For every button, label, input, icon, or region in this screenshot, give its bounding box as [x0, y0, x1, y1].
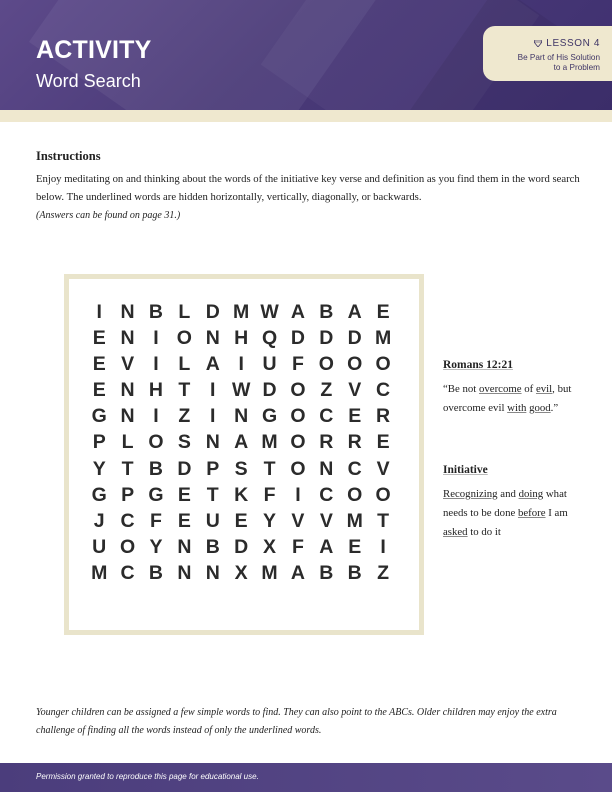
letter-cell[interactable]: Y	[92, 457, 106, 480]
letter-cell[interactable]: F	[150, 509, 162, 532]
hidden-word: good	[529, 402, 551, 414]
lesson-title	[490, 53, 600, 73]
letter-cell[interactable]: E	[177, 483, 191, 506]
letter-cell[interactable]: O	[120, 535, 136, 558]
letter-cell[interactable]: D	[177, 457, 192, 480]
lesson-tab	[483, 26, 612, 81]
activity-subtitle: Word Search	[36, 71, 141, 91]
page-footer	[0, 763, 612, 792]
lesson-number: LESSON 4	[546, 38, 600, 49]
letter-cell[interactable]: X	[263, 535, 277, 558]
letter-cell[interactable]: W	[231, 379, 251, 402]
letter-cell[interactable]: R	[347, 431, 362, 454]
verse-text: “Be not overcome of evil, but overcome evil with good.”	[443, 383, 572, 414]
letter-cell[interactable]: T	[377, 509, 390, 532]
letter-cell[interactable]: B	[148, 301, 164, 323]
letter-cell[interactable]: Z	[320, 379, 333, 402]
letter-cell[interactable]: N	[177, 535, 192, 558]
letter-cell[interactable]: R	[319, 431, 334, 454]
letter-cell[interactable]: S	[177, 431, 191, 454]
letter-cell[interactable]: O	[290, 431, 306, 454]
letter-cell[interactable]: V	[348, 379, 362, 402]
letter-cell[interactable]: M	[374, 327, 392, 350]
hidden-word: before	[517, 507, 546, 519]
letter-cell[interactable]: I	[153, 353, 159, 376]
letter-cell[interactable]: A	[347, 301, 362, 323]
letter-cell[interactable]: B	[148, 561, 164, 584]
letter-cell[interactable]: I	[153, 327, 159, 350]
letter-cell[interactable]: N	[234, 405, 249, 428]
letter-cell[interactable]: B	[148, 457, 164, 480]
letter-cell[interactable]: I	[210, 379, 216, 402]
letter-cell[interactable]: L	[121, 431, 134, 454]
letter-cell[interactable]: N	[205, 327, 220, 350]
letter-cell[interactable]: O	[347, 353, 363, 376]
letter-cell[interactable]: Z	[178, 405, 191, 428]
letter-cell[interactable]: Z	[377, 561, 390, 584]
letter-cell[interactable]: E	[376, 301, 390, 323]
letter-cell[interactable]: J	[93, 509, 105, 532]
letter-cell[interactable]: N	[319, 457, 334, 480]
letter-cell[interactable]: S	[234, 457, 248, 480]
letter-cell[interactable]: E	[348, 535, 362, 558]
page-header	[0, 0, 612, 110]
letter-cell[interactable]: T	[178, 379, 191, 402]
permission-note: Permission granted to reproduce this page for educational use.	[36, 772, 259, 781]
instructions-heading: Instructions	[36, 149, 101, 163]
letter-cell[interactable]: A	[205, 353, 220, 376]
letter-cell[interactable]: M	[91, 561, 108, 584]
letter-cell[interactable]: C	[319, 405, 334, 428]
verse-block	[443, 356, 583, 418]
letter-cell[interactable]: C	[376, 379, 391, 402]
letter-cell[interactable]: Q	[261, 327, 278, 350]
letter-cell[interactable]: E	[92, 353, 106, 376]
letter-cell[interactable]: O	[375, 483, 391, 506]
letter-cell[interactable]: F	[291, 353, 304, 376]
letter-cell[interactable]: P	[92, 431, 106, 454]
letter-cell[interactable]: C	[347, 457, 362, 480]
letter-cell[interactable]: H	[234, 327, 249, 350]
letter-cell[interactable]: C	[319, 483, 334, 506]
lesson-label-row	[534, 38, 600, 49]
letter-cell[interactable]: K	[234, 483, 249, 506]
letter-cell[interactable]: I	[210, 405, 216, 428]
letter-cell[interactable]: E	[234, 509, 248, 532]
letter-cell[interactable]: O	[375, 353, 391, 376]
lesson-title-line: Be Part of His Solution	[517, 53, 600, 62]
letter-cell[interactable]: G	[91, 483, 107, 506]
letter-cell[interactable]: I	[96, 301, 102, 323]
letter-cell[interactable]: A	[290, 561, 305, 584]
letter-cell[interactable]: T	[263, 457, 276, 480]
letter-cell[interactable]: O	[347, 483, 363, 506]
letter-cell[interactable]: G	[148, 483, 164, 506]
letter-cell[interactable]: O	[148, 431, 164, 454]
letter-cell[interactable]: A	[234, 431, 249, 454]
letter-cell[interactable]: D	[205, 301, 220, 323]
answers-note: (Answers can be found on page 31.)	[36, 210, 181, 221]
letter-cell[interactable]: O	[176, 327, 192, 350]
letter-cell[interactable]: C	[120, 509, 135, 532]
letter-cell[interactable]: D	[347, 327, 362, 350]
letter-cell[interactable]: I	[238, 353, 244, 376]
letter-cell[interactable]: N	[120, 379, 135, 402]
letter-cell[interactable]: P	[121, 483, 135, 506]
letter-cell[interactable]: O	[290, 405, 306, 428]
letter-cell[interactable]: C	[120, 561, 135, 584]
letter-cell[interactable]: I	[153, 405, 159, 428]
letter-cell[interactable]: H	[148, 379, 164, 402]
letter-cell[interactable]: O	[318, 353, 334, 376]
letter-cell[interactable]: Y	[149, 535, 163, 558]
letter-cell[interactable]: D	[319, 327, 334, 350]
letter-cell[interactable]: E	[376, 431, 390, 454]
letter-cell[interactable]: V	[291, 509, 305, 532]
letter-cell[interactable]: G	[91, 405, 107, 428]
letter-cell[interactable]: F	[263, 483, 276, 506]
letter-cell[interactable]: M	[233, 301, 250, 323]
letter-cell[interactable]: D	[262, 379, 277, 402]
letter-cell[interactable]: V	[121, 353, 135, 376]
initiative-definition: Recognizing and doing what needs to be done before I am asked to do it	[443, 488, 568, 538]
letter-cell[interactable]: X	[234, 561, 248, 584]
letter-cell[interactable]: D	[234, 535, 249, 558]
verse-reference: Romans 12:21	[443, 359, 513, 371]
letter-cell[interactable]: U	[205, 509, 220, 532]
letter-cell[interactable]: R	[376, 405, 391, 428]
hidden-word: overcome	[478, 383, 522, 395]
letter-cell[interactable]: U	[92, 535, 107, 558]
letter-cell[interactable]: M	[346, 509, 363, 532]
initiative-block	[443, 461, 583, 542]
letter-cell[interactable]: E	[92, 379, 106, 402]
letter-cell[interactable]: I	[295, 483, 301, 506]
letter-cell[interactable]: N	[120, 301, 135, 323]
letter-cell[interactable]: Y	[263, 509, 277, 532]
letter-cell[interactable]: O	[290, 379, 306, 402]
word-search-grid	[85, 299, 397, 586]
letter-cell[interactable]: F	[291, 535, 304, 558]
activity-title: ACTIVITY	[36, 36, 152, 64]
letter-cell[interactable]: E	[177, 509, 191, 532]
letter-cell[interactable]: A	[319, 535, 334, 558]
header-stripe	[0, 110, 612, 122]
letter-cell[interactable]: B	[347, 561, 362, 584]
initiative-heading: Initiative	[443, 464, 488, 476]
letter-cell[interactable]: B	[319, 301, 334, 323]
letter-cell[interactable]: N	[120, 405, 135, 428]
letter-cell[interactable]: N	[205, 431, 220, 454]
letter-cell[interactable]: T	[206, 483, 219, 506]
letter-cell[interactable]: W	[260, 301, 279, 323]
hidden-word: Recognizing	[443, 488, 498, 500]
letter-cell[interactable]: U	[262, 353, 277, 376]
letter-cell[interactable]: I	[380, 535, 386, 558]
hidden-word: asked	[443, 526, 468, 538]
letter-cell[interactable]: N	[205, 561, 220, 584]
letter-cell[interactable]: L	[178, 301, 191, 323]
letter-cell[interactable]: B	[319, 561, 334, 584]
letter-cell[interactable]: T	[121, 457, 134, 480]
gem-icon	[534, 40, 542, 47]
letter-cell[interactable]: N	[177, 561, 192, 584]
letter-cell[interactable]: V	[319, 509, 333, 532]
instructions-text: Enjoy meditating on and thinking about the words of the initiative key verse and definition as you find them in the word search below. The underlined words are hidden horizontally, vertically, diagonally, or backwards.	[36, 173, 580, 203]
hidden-word: evil	[535, 383, 553, 395]
letter-cell[interactable]: G	[261, 405, 278, 428]
letter-cell[interactable]: N	[120, 327, 135, 350]
letter-cell[interactable]: O	[290, 457, 306, 480]
letter-cell[interactable]: M	[261, 561, 278, 584]
letter-cell[interactable]: P	[206, 457, 220, 480]
letter-cell[interactable]: D	[290, 327, 305, 350]
word-search-frame	[64, 274, 424, 635]
letter-cell[interactable]: E	[92, 327, 106, 350]
hidden-word: doing	[518, 488, 544, 500]
letter-cell[interactable]: B	[205, 535, 220, 558]
letter-cell[interactable]: V	[376, 457, 390, 480]
footnote: Younger children can be assigned a few simple words to find. They can also point to the ABCs. Older children may enjoy the extra challenge of finding all the words instead of only the underlined words.	[36, 707, 557, 736]
lesson-title-line: to a Problem	[553, 63, 600, 72]
letter-cell[interactable]: A	[290, 301, 305, 323]
letter-cell[interactable]: E	[348, 405, 362, 428]
hidden-word: with	[507, 402, 527, 414]
letter-cell[interactable]: M	[261, 431, 278, 454]
letter-cell[interactable]: L	[178, 353, 191, 376]
instructions-body	[36, 170, 581, 225]
